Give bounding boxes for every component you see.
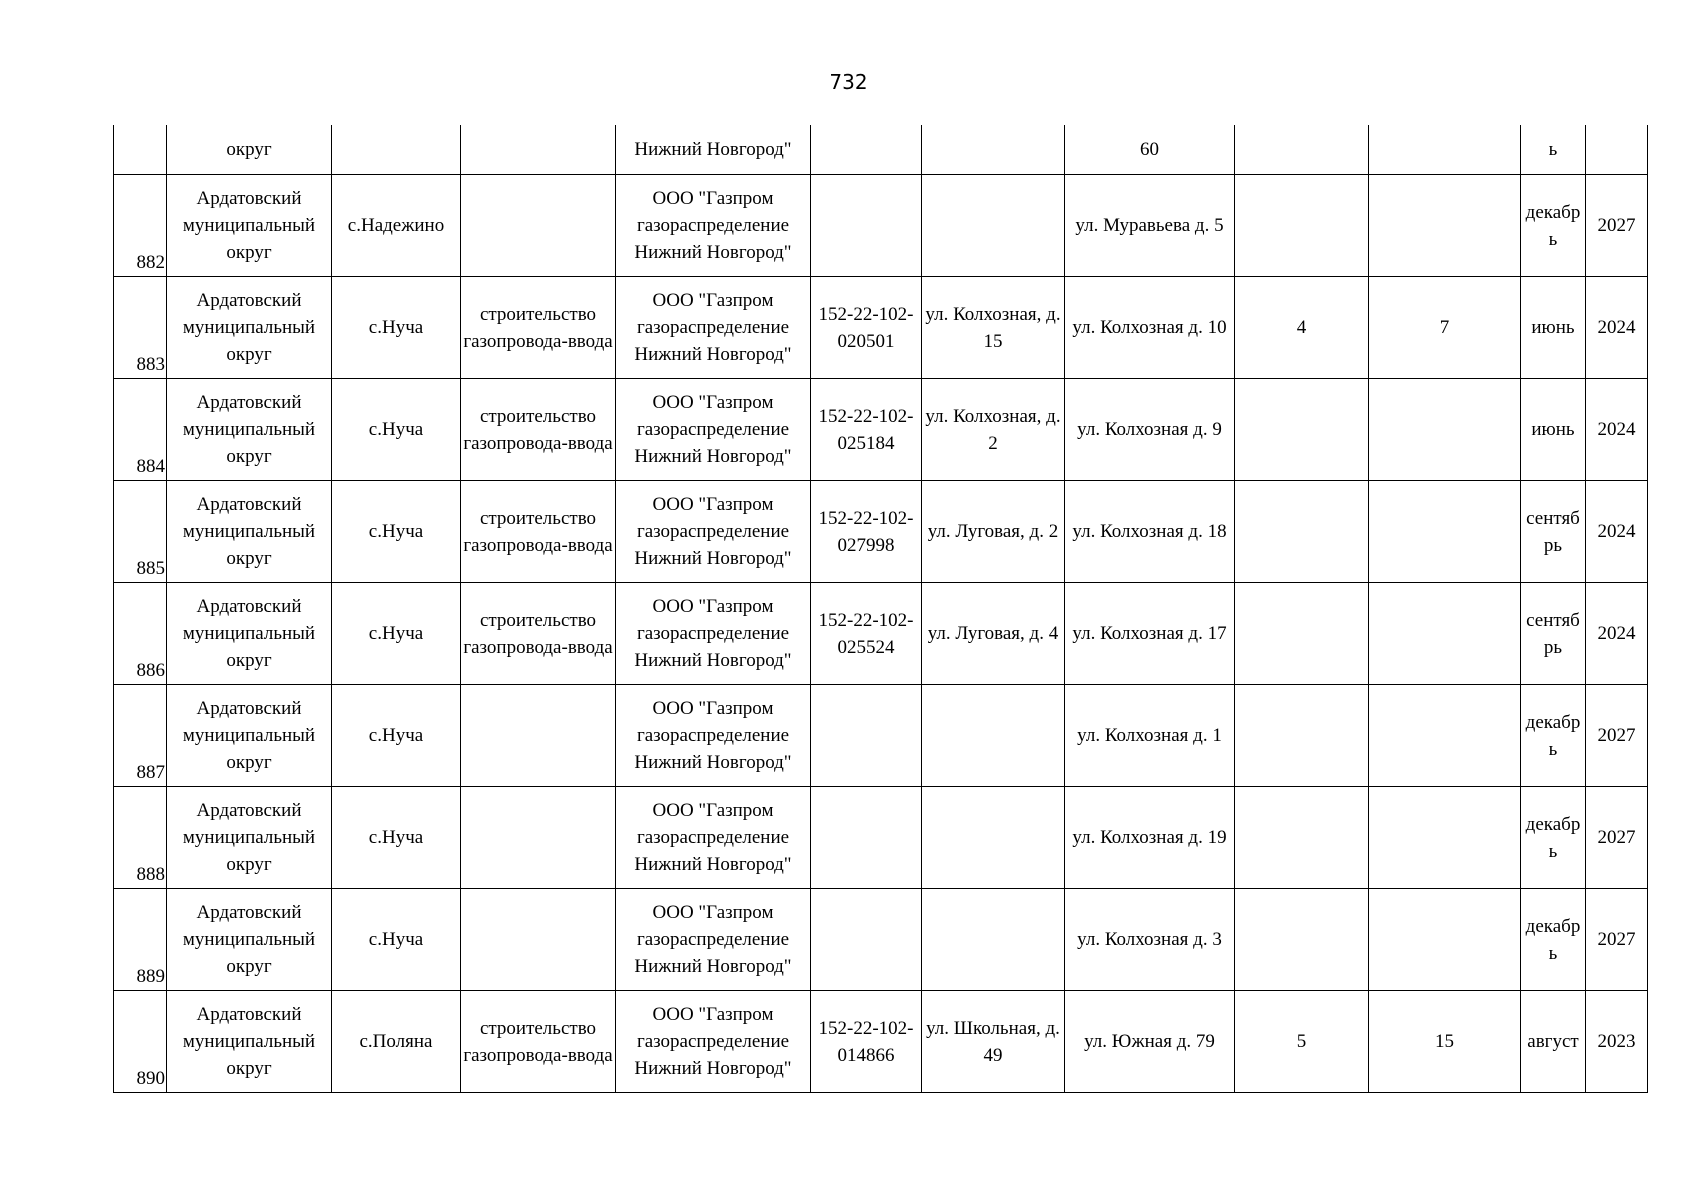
cell-object-address: ул. Муравьева д. 5: [1065, 175, 1235, 277]
cell-organization: ООО "Газпром газораспределение Нижний Новгород": [616, 991, 811, 1093]
cell-connection-address: [922, 175, 1065, 277]
cell-col9: [1235, 889, 1369, 991]
cell-year: 2024: [1586, 379, 1648, 481]
cell-col9: [1235, 787, 1369, 889]
cell-connection-address: ул. Колхозная, д. 15: [922, 277, 1065, 379]
cell-year: 2027: [1586, 175, 1648, 277]
cell-month: август: [1521, 991, 1586, 1093]
cell-num: [114, 125, 167, 175]
cell-district: Ардатовский муниципальный округ: [167, 583, 332, 685]
cell-district: Ардатовский муниципальный округ: [167, 175, 332, 277]
cell-year: 2027: [1586, 889, 1648, 991]
cell-col9: [1235, 685, 1369, 787]
cell-col10: 7: [1369, 277, 1521, 379]
table-row: [114, 889, 1648, 991]
cell-col10: [1369, 379, 1521, 481]
cell-code: 152-22-102-020501: [811, 277, 922, 379]
cell-settlement: с.Нуча: [332, 379, 461, 481]
cell-num: 888: [114, 787, 167, 889]
cell-code: 152-22-102-027998: [811, 481, 922, 583]
cell-code: [811, 175, 922, 277]
cell-col9: [1235, 481, 1369, 583]
cell-work-type: строительство газопровода-ввода: [461, 991, 616, 1093]
table-row-continuation: [114, 125, 1648, 175]
cell-month: июнь: [1521, 379, 1586, 481]
cell-settlement: с.Надежино: [332, 175, 461, 277]
cell-district: Ардатовский муниципальный округ: [167, 787, 332, 889]
cell-col10: [1369, 787, 1521, 889]
cell-col10: [1369, 583, 1521, 685]
cell-connection-address: ул. Школьная, д. 49: [922, 991, 1065, 1093]
cell-code: 152-22-102-014866: [811, 991, 922, 1093]
table-body: [114, 125, 1648, 1093]
cell-settlement: с.Нуча: [332, 685, 461, 787]
cell-object-address: ул. Колхозная д. 18: [1065, 481, 1235, 583]
cell-work-type: [461, 125, 616, 175]
cell-settlement: [332, 125, 461, 175]
cell-year: 2027: [1586, 787, 1648, 889]
table-row: [114, 481, 1648, 583]
cell-col9: [1235, 379, 1369, 481]
table-row: [114, 175, 1648, 277]
cell-work-type: [461, 889, 616, 991]
cell-object-address: ул. Колхозная д. 9: [1065, 379, 1235, 481]
cell-year: 2024: [1586, 583, 1648, 685]
cell-col9: [1235, 583, 1369, 685]
cell-object-address: ул. Колхозная д. 3: [1065, 889, 1235, 991]
cell-year: 2023: [1586, 991, 1648, 1093]
table-row: [114, 991, 1648, 1093]
table-row: [114, 685, 1648, 787]
cell-connection-address: [922, 787, 1065, 889]
cell-num: 890: [114, 991, 167, 1093]
cell-code: 152-22-102-025184: [811, 379, 922, 481]
cell-object-address: ул. Колхозная д. 1: [1065, 685, 1235, 787]
cell-col10: [1369, 175, 1521, 277]
table-row: [114, 379, 1648, 481]
cell-settlement: с.Нуча: [332, 889, 461, 991]
cell-num: 883: [114, 277, 167, 379]
cell-year: 2024: [1586, 481, 1648, 583]
cell-settlement: с.Поляна: [332, 991, 461, 1093]
cell-code: [811, 787, 922, 889]
cell-district: Ардатовский муниципальный округ: [167, 889, 332, 991]
table-row: [114, 277, 1648, 379]
cell-code: [811, 685, 922, 787]
cell-organization: ООО "Газпром газораспределение Нижний Новгород": [616, 379, 811, 481]
cell-organization: ООО "Газпром газораспределение Нижний Новгород": [616, 481, 811, 583]
cell-month: декабрь: [1521, 685, 1586, 787]
cell-month: сентябрь: [1521, 583, 1586, 685]
cell-object-address: ул. Колхозная д. 19: [1065, 787, 1235, 889]
cell-object-address: ул. Южная д. 79: [1065, 991, 1235, 1093]
cell-month: декабрь: [1521, 889, 1586, 991]
cell-district: Ардатовский муниципальный округ: [167, 277, 332, 379]
cell-col10: 15: [1369, 991, 1521, 1093]
cell-month: июнь: [1521, 277, 1586, 379]
cell-connection-address: [922, 125, 1065, 175]
cell-col10: [1369, 481, 1521, 583]
cell-month: сентябрь: [1521, 481, 1586, 583]
gasification-table: [113, 125, 1648, 1093]
cell-code: [811, 889, 922, 991]
cell-col10: [1369, 685, 1521, 787]
page-number: 732: [829, 70, 868, 94]
table-row: [114, 787, 1648, 889]
cell-code: [811, 125, 922, 175]
cell-settlement: с.Нуча: [332, 787, 461, 889]
cell-district: Ардатовский муниципальный округ: [167, 481, 332, 583]
cell-district: округ: [167, 125, 332, 175]
cell-month: декабрь: [1521, 175, 1586, 277]
cell-work-type: [461, 685, 616, 787]
cell-settlement: с.Нуча: [332, 583, 461, 685]
cell-district: Ардатовский муниципальный округ: [167, 379, 332, 481]
cell-work-type: строительство газопровода-ввода: [461, 583, 616, 685]
cell-object-address: ул. Колхозная д. 17: [1065, 583, 1235, 685]
cell-object-address: ул. Колхозная д. 10: [1065, 277, 1235, 379]
cell-settlement: с.Нуча: [332, 277, 461, 379]
cell-year: 2027: [1586, 685, 1648, 787]
cell-district: Ардатовский муниципальный округ: [167, 991, 332, 1093]
cell-work-type: строительство газопровода-ввода: [461, 481, 616, 583]
cell-num: 884: [114, 379, 167, 481]
cell-num: 886: [114, 583, 167, 685]
cell-num: 887: [114, 685, 167, 787]
cell-col9: 4: [1235, 277, 1369, 379]
cell-num: 885: [114, 481, 167, 583]
cell-district: Ардатовский муниципальный округ: [167, 685, 332, 787]
cell-work-type: строительство газопровода-ввода: [461, 277, 616, 379]
cell-month: декабрь: [1521, 787, 1586, 889]
cell-organization: ООО "Газпром газораспределение Нижний Новгород": [616, 685, 811, 787]
cell-col9: [1235, 125, 1369, 175]
cell-work-type: [461, 787, 616, 889]
cell-connection-address: ул. Колхозная, д. 2: [922, 379, 1065, 481]
cell-organization: ООО "Газпром газораспределение Нижний Новгород": [616, 787, 811, 889]
cell-organization: ООО "Газпром газораспределение Нижний Новгород": [616, 175, 811, 277]
cell-organization: ООО "Газпром газораспределение Нижний Новгород": [616, 277, 811, 379]
cell-num: 889: [114, 889, 167, 991]
cell-organization: Нижний Новгород": [616, 125, 811, 175]
cell-month: ь: [1521, 125, 1586, 175]
cell-col10: [1369, 125, 1521, 175]
cell-settlement: с.Нуча: [332, 481, 461, 583]
cell-year: [1586, 125, 1648, 175]
cell-col9: 5: [1235, 991, 1369, 1093]
cell-col10: [1369, 889, 1521, 991]
cell-connection-address: [922, 889, 1065, 991]
cell-connection-address: ул. Луговая, д. 4: [922, 583, 1065, 685]
cell-connection-address: ул. Луговая, д. 2: [922, 481, 1065, 583]
cell-code: 152-22-102-025524: [811, 583, 922, 685]
cell-num: 882: [114, 175, 167, 277]
cell-work-type: [461, 175, 616, 277]
cell-col9: [1235, 175, 1369, 277]
cell-object-address: 60: [1065, 125, 1235, 175]
cell-organization: ООО "Газпром газораспределение Нижний Новгород": [616, 889, 811, 991]
cell-work-type: строительство газопровода-ввода: [461, 379, 616, 481]
cell-year: 2024: [1586, 277, 1648, 379]
cell-organization: ООО "Газпром газораспределение Нижний Новгород": [616, 583, 811, 685]
cell-connection-address: [922, 685, 1065, 787]
table-row: [114, 583, 1648, 685]
